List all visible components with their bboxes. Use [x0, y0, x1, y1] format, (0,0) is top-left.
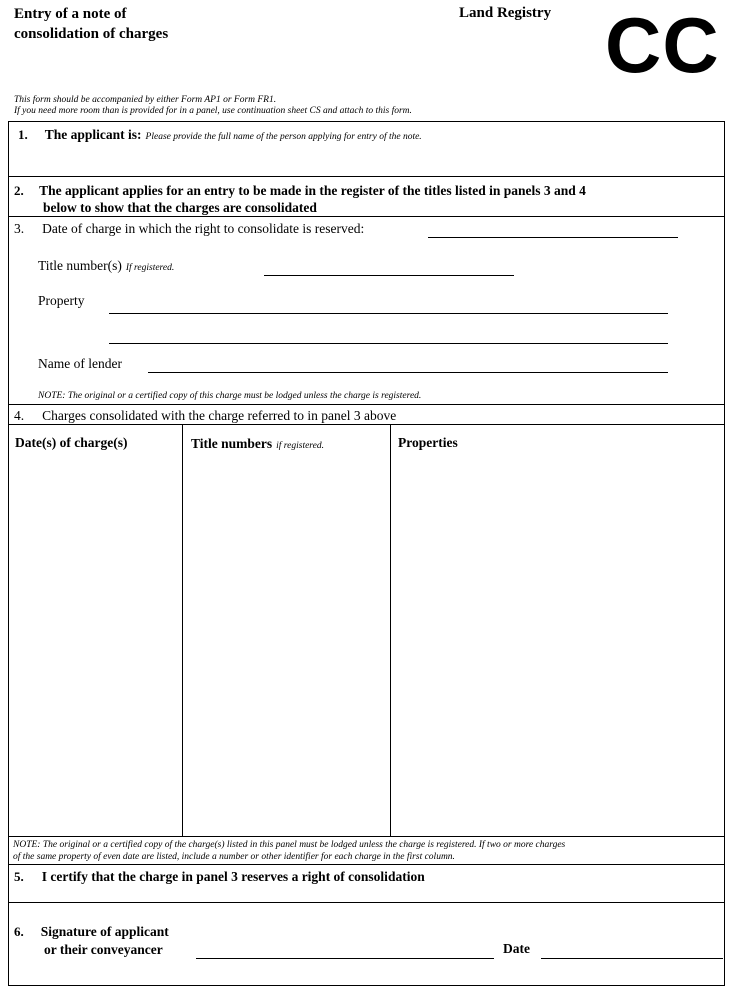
- signature-field[interactable]: [196, 958, 494, 959]
- col-header-dates: Date(s) of charge(s): [15, 435, 128, 450]
- form-title-line1: Entry of a note of: [14, 6, 127, 22]
- panel-5-heading: [14, 868, 425, 886]
- panel-3-date-field[interactable]: [428, 237, 678, 238]
- col-header-properties: Properties: [398, 435, 458, 450]
- panel-1-hint: Please provide the full name of the person applying for entry of the note.: [145, 132, 422, 142]
- applicant-name-field[interactable]: [12, 145, 720, 173]
- divider-panel-4-note: [8, 836, 725, 837]
- form-title: [14, 4, 168, 44]
- divider-panel-2-3: [8, 216, 725, 217]
- panel-6-heading: [14, 923, 169, 959]
- panel-2-text: [14, 182, 586, 216]
- panel-3-property-field-1[interactable]: [109, 313, 668, 314]
- panel-2-number: 2.: [14, 183, 24, 198]
- agency-name: Land Registry: [459, 5, 552, 21]
- panel-2-line2: below to show that the charges are consolidated: [43, 200, 317, 215]
- charge-properties-field[interactable]: [392, 456, 722, 834]
- panel-2-line1: The applicant applies for an entry to be made in the register of the titles listed in panels 3 and 4: [39, 183, 586, 198]
- panel-3-note: NOTE: The original or a certified copy of this charge must be lodged unless the charge is registered.: [38, 391, 422, 401]
- panel-3-lender-label: Name of lender: [38, 356, 122, 371]
- divider-panel-5: [8, 864, 725, 865]
- panel-6-date-label: Date: [503, 941, 530, 956]
- panel-3-title-hint: If registered.: [125, 263, 175, 273]
- divider-panel-1-2: [8, 176, 725, 177]
- panel-3-number: 3.: [14, 221, 25, 236]
- panel-1-heading: [18, 126, 422, 144]
- charge-dates-field[interactable]: [10, 456, 180, 834]
- panel-4-note: [13, 839, 565, 863]
- panel-4-label: Charges consolidated with the charge referred to in panel 3 above: [42, 408, 397, 423]
- panel-4-number: 4.: [14, 408, 25, 423]
- form-code: CC: [605, 1, 720, 89]
- panel-3-title-field[interactable]: [264, 275, 514, 276]
- intro-line1: This form should be accompanied by either Form AP1 or Form FR1.: [14, 95, 277, 105]
- col-header-titles: [191, 435, 324, 453]
- panel-1-number: 1.: [18, 127, 28, 142]
- col-header-titles-label: Title numbers: [191, 436, 273, 451]
- panel-3-property-field-2[interactable]: [109, 343, 668, 344]
- col-header-titles-hint: if registered.: [276, 441, 324, 451]
- panel-1-label: The applicant is:: [44, 127, 142, 142]
- signature-date-field[interactable]: [541, 958, 723, 959]
- panel-3-property-label: Property: [38, 293, 85, 308]
- panel-3-title-label: Title number(s): [38, 258, 122, 273]
- panel-3-lender-field[interactable]: [148, 372, 668, 373]
- panel-3-title-row: [38, 257, 174, 275]
- divider-panel-3-4: [8, 404, 725, 405]
- charge-titles-field[interactable]: [184, 456, 388, 834]
- panel-3-date-label: Date of charge in which the right to consolidate is reserved:: [42, 221, 365, 236]
- panel-4-note-line2: of the same property of even date are listed, include a number or other identifier for each charge in the first column.: [13, 852, 455, 862]
- panel-6-label-line1: Signature of applicant: [40, 924, 169, 939]
- panel-4-note-line1: NOTE: The original or a certified copy of the charge(s) listed in this panel must be lodged unless the charge is registered. If two or more charges: [13, 840, 566, 850]
- panel-6-number: 6.: [14, 924, 24, 939]
- intro-line2: If you need more room than is provided for in a panel, use continuation sheet CS and attach to this form.: [14, 106, 412, 116]
- panel-3-heading: [14, 220, 364, 238]
- panel-4-col-divider-1: [182, 424, 183, 836]
- panel-4-heading: [14, 407, 396, 425]
- panel-5-label: I certify that the charge in panel 3 reserves a right of consolidation: [41, 869, 425, 884]
- panel-4-col-divider-2: [390, 424, 391, 836]
- divider-panel-6: [8, 902, 725, 903]
- panel-6-label-line2: or their conveyancer: [44, 942, 163, 957]
- form-title-line2: consolidation of charges: [14, 26, 169, 42]
- intro-text: [14, 95, 412, 117]
- panel-5-number: 5.: [14, 869, 24, 884]
